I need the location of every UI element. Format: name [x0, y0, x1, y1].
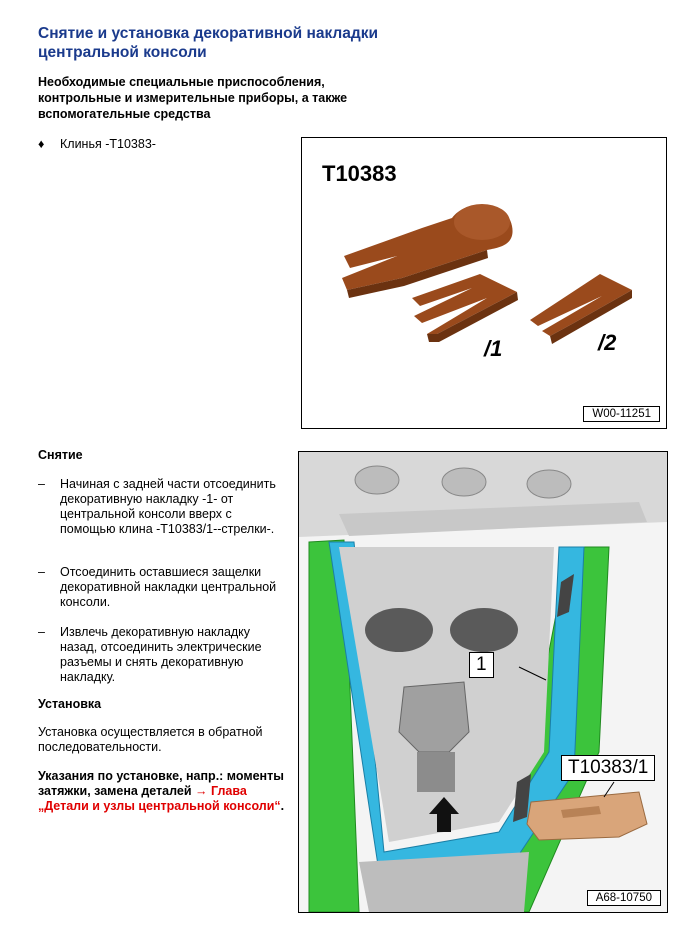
tool-label: Клинья -T10383- [60, 137, 156, 151]
tool-list-item [38, 137, 156, 151]
tool-name-label: T10383 [322, 161, 397, 186]
step-text: Отсоединить оставшиеся защелки декоративной накладки центральной консоли. [60, 565, 277, 609]
wedge-1-icon [412, 274, 518, 342]
step-text: Начиная с задней части отсоединить декоративную накладку -1- от центральной консоли вверх с помощью клина -T10383/1--стрелки-. [60, 477, 276, 536]
part-2-label: /2 [598, 330, 617, 355]
armrest [359, 852, 529, 912]
page-title: Снятие и установка декоративной накладки центральной консоли [38, 25, 378, 61]
tool-figure [301, 137, 667, 429]
step-text: Извлечь декоративную накладку назад, отсоединить электрические разъемы и снять декоративную накладку. [60, 625, 262, 684]
bullet-icon: ♦ [38, 137, 45, 151]
wedge-tools-illustration [302, 138, 666, 428]
console-illustration [299, 452, 667, 912]
removal-step [38, 625, 283, 685]
removal-step [38, 477, 283, 537]
figure-id: W00-11251 [583, 406, 660, 422]
callout-tool: T10383/1 [561, 755, 655, 781]
notes-end: . [280, 799, 285, 813]
console-figure [298, 451, 668, 913]
callout-1: 1 [469, 652, 494, 678]
part-1-label: /1 [484, 336, 503, 361]
chapter-link[interactable]: → Глава „Детали и узлы центральной консоли“ [38, 784, 281, 813]
install-text: Установка осуществляется в обратной последовательности. [38, 725, 263, 754]
removal-heading: Снятие [38, 448, 83, 462]
wedge-2-icon [530, 274, 632, 344]
install-notes [38, 769, 288, 814]
dash-marker: – [38, 477, 45, 491]
notes-text: Указания по установке, напр.: моменты затяжки, замена деталей [38, 769, 284, 798]
figure-id: A68-10750 [587, 890, 661, 906]
install-heading: Установка [38, 697, 102, 711]
tools-subtitle: Необходимые специальные приспособления, контрольные и измерительные приборы, а также вспомогательные средства [38, 75, 348, 121]
dash-marker: – [38, 625, 45, 639]
dash-marker: – [38, 565, 45, 579]
removal-step [38, 565, 283, 610]
